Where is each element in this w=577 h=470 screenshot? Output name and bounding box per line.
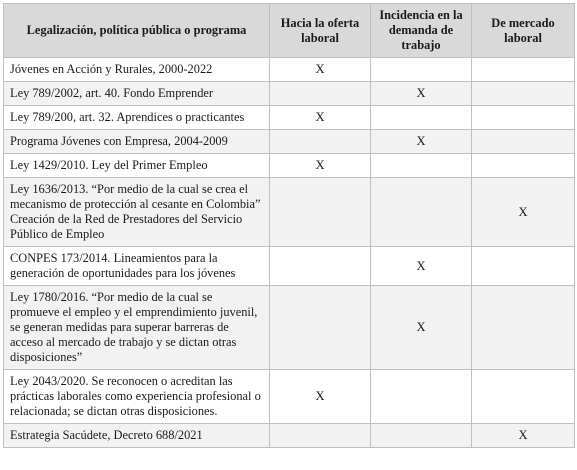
table-body [4,58,575,448]
demanda-mark [371,106,472,130]
policy-name: Ley 1780/2016. “Por medio de la cual se promueve el empleo y el emprendimiento juvenil, se generan medidas para superar barreras de acceso al mercado de trabajo y se dictan otras disposiciones” [4,286,270,370]
header-mercado: De mercado laboral [472,4,575,58]
demanda-mark: X [371,286,472,370]
table-row [4,106,575,130]
oferta-mark: X [270,106,371,130]
policy-table [3,3,575,448]
mercado-mark [472,286,575,370]
oferta-mark: X [270,154,371,178]
header-policy: Legalización, política pública o programa [4,4,270,58]
demanda-mark [371,424,472,448]
demanda-mark: X [371,82,472,106]
table-row [4,247,575,286]
oferta-mark [270,82,371,106]
demanda-mark: X [371,247,472,286]
demanda-mark: X [371,130,472,154]
oferta-mark [270,178,371,247]
demanda-mark [371,58,472,82]
mercado-mark [472,247,575,286]
oferta-mark [270,424,371,448]
mercado-mark [472,106,575,130]
table-header [4,4,575,58]
table-row [4,286,575,370]
table-row [4,130,575,154]
policy-name: Programa Jóvenes con Empresa, 2004-2009 [4,130,270,154]
policy-name: Jóvenes en Acción y Rurales, 2000-2022 [4,58,270,82]
table-row [4,178,575,247]
table-row [4,154,575,178]
header-row [4,4,575,58]
mercado-mark: X [472,424,575,448]
mercado-mark [472,58,575,82]
mercado-mark [472,82,575,106]
mercado-mark [472,154,575,178]
table-row [4,82,575,106]
policy-name: Ley 1636/2013. “Por medio de la cual se crea el mecanismo de protección al cesante en Colombia” Creación de la Red de Prestadores del Servicio Público de Empleo [4,178,270,247]
mercado-mark [472,370,575,424]
oferta-mark [270,130,371,154]
policy-name: CONPES 173/2014. Lineamientos para la generación de oportunidades para los jóvenes [4,247,270,286]
policy-name: Ley 2043/2020. Se reconocen o acreditan las prácticas laborales como experiencia profesional o relacionada; se dictan otras disposiciones. [4,370,270,424]
table-row [4,424,575,448]
header-demanda: Incidencia en la demanda de trabajo [371,4,472,58]
oferta-mark: X [270,370,371,424]
table-row [4,370,575,424]
oferta-mark [270,286,371,370]
mercado-mark [472,130,575,154]
oferta-mark [270,247,371,286]
policy-name: Ley 789/200, art. 32. Aprendices o practicantes [4,106,270,130]
mercado-mark: X [472,178,575,247]
table-row [4,58,575,82]
policy-name: Ley 1429/2010. Ley del Primer Empleo [4,154,270,178]
demanda-mark [371,154,472,178]
demanda-mark [371,370,472,424]
policy-name: Estrategia Sacúdete, Decreto 688/2021 [4,424,270,448]
demanda-mark [371,178,472,247]
policy-name: Ley 789/2002, art. 40. Fondo Emprender [4,82,270,106]
header-oferta: Hacia la oferta laboral [270,4,371,58]
oferta-mark: X [270,58,371,82]
